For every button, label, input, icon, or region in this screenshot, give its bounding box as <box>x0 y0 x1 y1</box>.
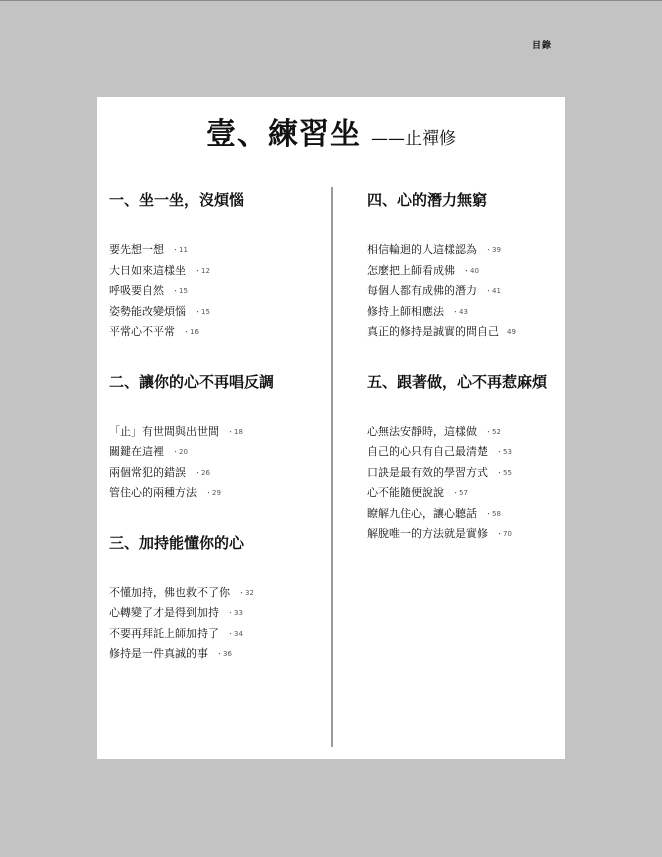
toc-entry[interactable] <box>109 442 324 463</box>
entry-page-number: 49 <box>507 328 516 336</box>
toc-entry[interactable] <box>367 240 582 261</box>
toc-entry[interactable] <box>109 281 324 302</box>
entry-label: 要先想一想 <box>109 243 164 256</box>
entry-page-number: ・32 <box>238 588 254 597</box>
toc-column-right <box>367 189 582 555</box>
entry-page-number: ・52 <box>485 427 501 436</box>
entry-label: 不懂加持，佛也救不了你 <box>109 585 230 599</box>
running-header: 目錄 <box>531 41 552 51</box>
entry-label: 管住心的兩種方法 <box>109 486 197 499</box>
entry-label: 呼吸要自然 <box>109 284 164 297</box>
entry-page-number: ・39 <box>485 246 501 254</box>
entry-label: 解脫唯一的方法就是實修 <box>367 527 488 540</box>
entry-page-number: ・34 <box>227 629 243 638</box>
entry-page-number: ・15 <box>194 307 210 316</box>
entry-label: 自己的心只有自己最清楚 <box>367 445 488 458</box>
page-title <box>97 109 565 153</box>
entry-label: 平常心不平常 <box>109 325 175 338</box>
entry-label: 心不能隨便說說 <box>367 486 444 499</box>
entry-page-number: ・43 <box>452 307 468 316</box>
toc-entry[interactable] <box>367 261 582 282</box>
toc-entry[interactable] <box>367 422 582 443</box>
entry-label: 瞭解九住心，讓心聽話 <box>367 506 477 520</box>
toc-column-left <box>109 189 324 675</box>
entry-label: 「止」有世間與出世間 <box>109 424 219 438</box>
toc-entry[interactable] <box>367 483 582 504</box>
toc-entry[interactable] <box>109 422 324 443</box>
toc-section <box>109 371 324 504</box>
entry-label: 大日如來這樣坐 <box>109 263 186 277</box>
toc-entry[interactable] <box>109 322 324 343</box>
section-title[interactable]: 三、加持能懂你的心 <box>109 533 245 552</box>
entry-label: 真正的修持是誠實的問自己 <box>367 325 499 338</box>
toc-entry[interactable] <box>109 240 324 261</box>
toc-entry[interactable] <box>367 524 582 545</box>
entry-page-number: ・16 <box>183 328 199 336</box>
entry-label: 不要再拜託上師加持了 <box>109 626 219 640</box>
entry-page-number: ・11 <box>172 246 188 254</box>
entry-page-number: ・20 <box>172 448 188 456</box>
toc-entry[interactable] <box>109 261 324 282</box>
toc-entry[interactable] <box>109 624 324 645</box>
top-border-line <box>0 0 662 1</box>
toc-entry[interactable] <box>109 644 324 665</box>
toc-page <box>97 97 565 759</box>
entry-page-number: ・53 <box>496 448 512 456</box>
entry-page-number: ・57 <box>452 489 468 497</box>
entry-page-number: ・70 <box>496 530 512 538</box>
entry-label: 怎麼把上師看成佛 <box>367 263 455 277</box>
entry-page-number: ・41 <box>485 287 501 295</box>
toc-entry[interactable] <box>367 463 582 484</box>
entry-label: 心無法安靜時，這樣做 <box>367 424 477 438</box>
entry-page-number: ・26 <box>194 468 210 477</box>
toc-section <box>109 532 324 665</box>
toc-entry[interactable] <box>109 302 324 323</box>
title-subtitle: ——止禪修 <box>371 129 456 149</box>
toc-entry[interactable] <box>109 603 324 624</box>
toc-entry[interactable] <box>367 442 582 463</box>
entry-label: 修持是一件真誠的事 <box>109 647 208 660</box>
toc-section <box>367 189 582 343</box>
entry-label: 兩個常犯的錯誤 <box>109 465 186 479</box>
column-divider <box>331 187 333 747</box>
entry-page-number: ・29 <box>205 489 221 497</box>
toc-entry[interactable] <box>367 322 582 343</box>
section-title[interactable]: 四、心的潛力無窮 <box>367 191 488 209</box>
toc-section <box>109 189 324 343</box>
entry-page-number: ・15 <box>172 287 188 295</box>
entry-label: 修持上師相應法 <box>367 304 444 318</box>
title-main: 壹、練習坐 <box>206 117 361 152</box>
section-title[interactable]: 二、讓你的心不再唱反調 <box>109 372 275 391</box>
entry-label: 口訣是最有效的學習方式 <box>367 465 488 479</box>
toc-entry[interactable] <box>367 281 582 302</box>
entry-page-number: ・36 <box>216 650 232 658</box>
toc-section <box>367 371 582 545</box>
entry-page-number: ・55 <box>496 468 512 477</box>
entry-page-number: ・18 <box>227 427 243 436</box>
toc-entry[interactable] <box>109 583 324 604</box>
toc-entry[interactable] <box>109 463 324 484</box>
toc-entry[interactable] <box>109 483 324 504</box>
entry-page-number: ・40 <box>463 266 479 275</box>
toc-entry[interactable] <box>367 302 582 323</box>
section-title[interactable]: 一、坐一坐，沒煩惱 <box>109 191 245 209</box>
entry-label: 姿勢能改變煩惱 <box>109 304 186 318</box>
entry-page-number: ・12 <box>194 266 210 275</box>
entry-page-number: ・58 <box>485 509 501 518</box>
entry-page-number: ・33 <box>227 609 243 617</box>
toc-entry[interactable] <box>367 504 582 525</box>
entry-label: 相信輪迴的人這樣認為 <box>367 243 477 256</box>
entry-label: 心轉變了才是得到加持 <box>109 606 219 619</box>
entry-label: 每個人都有成佛的潛力 <box>367 284 477 297</box>
entry-label: 關鍵在這裡 <box>109 445 164 458</box>
section-title[interactable]: 五、跟著做，心不再惹麻煩 <box>367 372 548 391</box>
